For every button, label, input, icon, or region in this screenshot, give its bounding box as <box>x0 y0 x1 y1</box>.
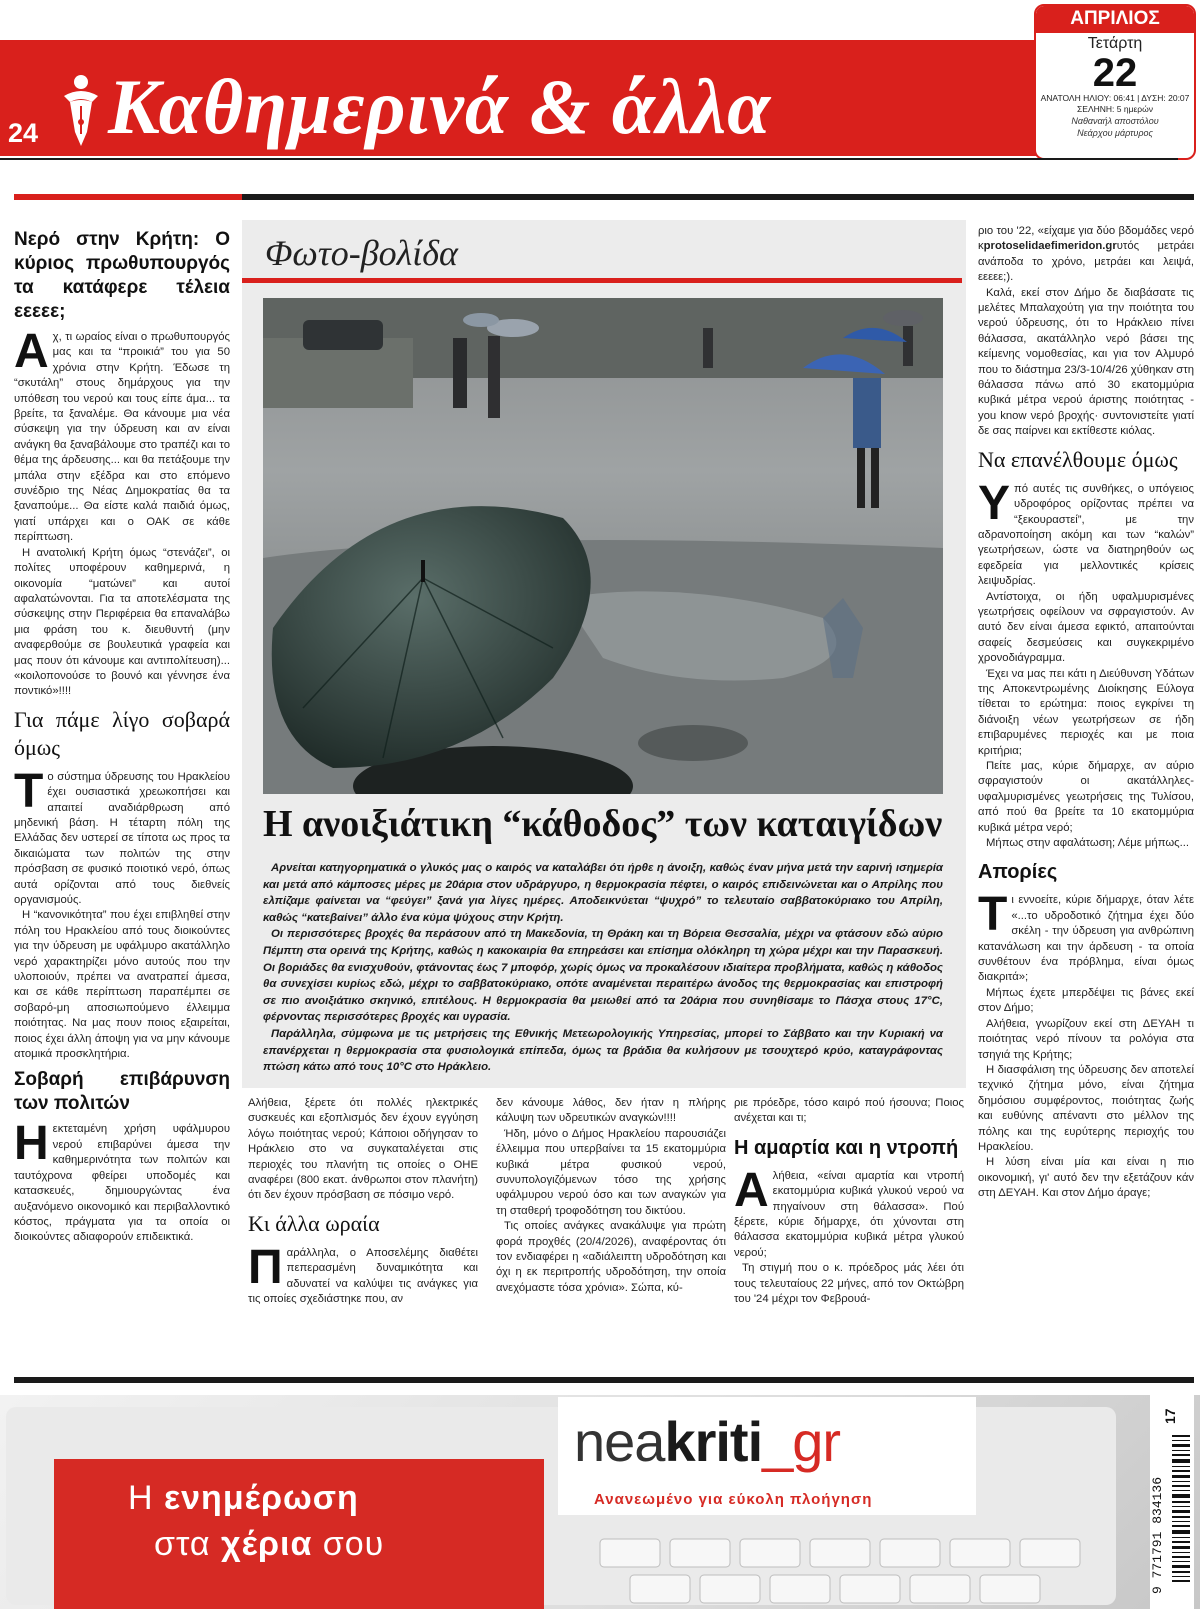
paragraph: πό αυτές τις συνθήκες, ο υπόγειος υδροφόρος ορίζοντας πρέπει να “ξεκουραστεί”, με την αδρανοποίηση ακόμη και των “καλών” γεωτρήσεων, ώστε να διατηρηθούν ως εφεδρεία για μελλοντικές κρίσεις λειψυδρίας. <box>978 482 1194 588</box>
ad-slogan-line-1: Η ενημέρωση <box>128 1479 359 1517</box>
watermark: protoselidaefimeridon.gr <box>983 240 1117 253</box>
paragraph: ι εννοείτε, κύριε δήμαρχε, όταν λέτε «...το υδροδοτικό ζήτημα έχει δύο σκέλη - την ύδρευση για ανθρώπινη κατανάλωση και την άρδευση - τα οποία συνθέτουν ένα πρόβλημα, είναι όμως διακριτά»; <box>978 894 1194 984</box>
paragraph: Μήπως έχετε μπερδέψει τις βάνες εκεί στον Δήμο; <box>978 986 1194 1015</box>
drop-cap: Α <box>14 325 49 378</box>
paragraph: Η “κανονικότητα” που έχει επιβληθεί στην πόλη του Ηρακλείου από τους διοικούντες για την ύδρευση με υφάλμυρο ακατάλληλο νερό χαρακτηρίζει μόνο αυτούς που την υλοποιούν, πρέπει να ανατραπεί άμεσα, και σε κάθε περίπτωση παραπέμπει σε σοβαρό-μη αποσιωπούμενο έλλειμμα ποιότητας. Να μας πουν ποιος εξαιρείται, ποιος έχει άλλη άποψη για να μην κάνουμε ατομικά προσκλητήρια. <box>14 909 230 1061</box>
drop-cap: Τ <box>978 888 1008 942</box>
paragraph: Τη στιγμή που ο κ. πρόεδρος μάς λέει ότι τους τελευταίους 22 μήνες, από τον Οκτώβρη του '24 μέχρι τον Φεβρουά- <box>734 1262 964 1306</box>
lead-paragraph-1: Αρνείται κατηγορηματικά ο γλυκός μας ο καιρός να καταλάβει ότι ήρθε η άνοιξη, καθώς έναν μήνα μετά την εαρινή ισημερία και μετά από κάμποσες μέρες με 20άρια στον υδράργυρο, η θερμοκρασία πέφτει, ο καιρός επιδεινώνεται και ο Απρίλης που ελπίζαμε φαίνεται να “φεύγει” ξανά για λίγες ημέρες. Αποδεικνύεται “ψυχρό” το τελευταίο σαββατοκύριακο του Απρίλη, καθώς “κατεβαίνει” άλλο ένα κύμα ψύχους στην Κρήτη. <box>263 862 943 924</box>
page-number: 24 <box>8 118 39 148</box>
column-b <box>496 1096 726 1364</box>
feature-headline: Η ανοιξιάτικη “κάθοδος” των καταιγίδων <box>263 803 943 845</box>
rainy-street-photo <box>263 298 943 794</box>
paragraph: Η λύση είναι μία και είναι η πιο οικονομική, γι' αυτό δεν την εξετάζουν κάν στη ΔΕΥΑΗ. Και στον Δήμο άραγε; <box>978 1156 1194 1200</box>
drop-cap: Π <box>248 1240 283 1294</box>
column-a-subhead: Κι άλλα ωραία <box>248 1210 380 1236</box>
paragraph: Αλήθεια, ξέρετε ότι πολλές ηλεκτρικές συσκευές και εξοπλισμός δεν έχουν εγγύηση λόγω ποιότητας νερού; Κάποιοι οδήγησαν το Ηράκλειο στο να συγκαταλέγεται στις περιοχές του πλανήτη τις οποίες ο ΟΗΕ αναφέρει (800 εκατ. άνθρωποι στον πλανήτη) ότι δεν έχουν πρόσβαση σε πόσιμο νερό. <box>248 1097 478 1202</box>
paragraph: Ήδη, μόνο ο Δήμος Ηρακλείου παρουσιάζει έλλειμμα που υπερβαίνει τα 15 εκατομμύρια κυβικά μέτρα φυσικού νερού, συνυπολογιζόμενων τόσο της χρήσης υφάλμυρου νερού όσο και των αναγκών για τη σταθερή τροφοδότηση του δικτύου. <box>496 1127 726 1217</box>
section-title: Καθημερινά & άλλα <box>108 63 772 150</box>
lead-paragraph-3: Παράλληλα, σύμφωνα με τις μετρήσεις της Εθνικής Μετεωρολογικής Υπηρεσίας, μπορεί το Σάββατο και την Κυριακή να επανέρχεται η θερμοκρασία στα φυσιολογικά επίπεδα, όμως τα βράδια θα κυλήσουν με τσουχτερό κρύο, καταγράφοντας πτώση κάτω από τους 10°C στο Ηράκλειο. <box>263 1027 943 1074</box>
left-column <box>14 222 230 1362</box>
top-divider <box>0 158 1178 160</box>
bottom-divider <box>14 1377 1194 1383</box>
paragraph: Μήπως στην αφαλάτωση; Λέμε μήπως... <box>986 837 1190 850</box>
drop-cap: Η <box>14 1117 49 1171</box>
drop-cap: Α <box>734 1163 769 1217</box>
column-c-subhead: Η αμαρτία και η ντροπή <box>734 1136 959 1159</box>
paragraph: Αντίστοιχα, οι ήδη υφαλμυρισμένες γεωτρήσεις οφείλουν να σφραγιστούν. Αν αυτό δεν είναι άμεσα εφικτό, απαιτούνται σαφείς δεσμεύσεις και συγκεκριμένο χρονοδιάγραμμα. <box>978 590 1194 665</box>
paragraph: Καλά, εκεί στον Δήμο δε διαβάσατε τις μελέτες Μπαλαχούτη για την ποιότητα του νερού ύδρευσης, ότι το Ηράκλειο πίνει θάλασσα, ακατάλληλο νερό βάσει της κείμενης νομοθεσίας, και για τον Αλμυρό που το διάστημα 23/3-10/4/26 χύθηκαν στη θάλασσα πάνω από 30 εκατομμύρια κυβικά μέτρα νερού άριστης ποιότητας - you know νερό βροχής· συντονιστείτε γιατί δε σας παίρνει και εκτίθεστε κιόλας. <box>978 286 1194 438</box>
right-subhead-1: Να επανέλθουμε όμως <box>978 446 1178 472</box>
keyboard-graphic <box>590 1533 1090 1609</box>
right-column <box>978 224 1194 1364</box>
paragraph: δεν κάνουμε λάθος, δεν ήταν η πλήρης κάλυψη των υδρευτικών αναγκών!!!! <box>496 1097 726 1125</box>
issue-number: 17 <box>1162 1408 1178 1424</box>
left-subhead-1: Για πάμε λίγο σοβαρά όμως <box>14 706 230 760</box>
paragraph: υτός μετράει ανάποδα το χρόνο, μετράει και λειψά, εεεεε;). <box>978 240 1194 284</box>
date-weekday: Τετάρτη <box>1087 35 1143 52</box>
saint-day-2: Νεάρχου μάρτυρος <box>1077 128 1153 138</box>
paragraph: Τις οποίες ανάγκες ανακάλυψε για πρώτη φορά προχθές (20/4/2026), αναφέροντας ότι τον ενδιαφέρει η «αδιάλειπτη υδροδότηση και όχι η εκ περιτροπής υδροδότηση, την οποία ανεχόμαστε τόσα χρόνια». Σώπα, κύ- <box>496 1220 726 1294</box>
paragraph: εκτεταμένη χρήση υφάλμυρου νερού επιβαρύνει άμεσα την καθημερινότητα των πολιτών και ταυτόχρονα φθείρει υποδομές και κατασκευές, δημιουργώντας ένα αυξανόμενο οικονομικό και περιβαλλοντικό κόστος, πράγματα για τα οποία οι διοικούντες αδιαφορούν επιδεικτικά. <box>14 1123 230 1244</box>
date-day: 22 <box>1092 51 1138 95</box>
ad-slogan-line-2: στα χέρια σου <box>154 1525 385 1563</box>
moon-phase: ΣΕΛΗΝΗ: 5 ημερών <box>1077 104 1153 114</box>
pen-nib-logo-icon <box>54 72 108 148</box>
paragraph: ο σύστημα ύδρευσης του Ηρακλείου έχει ουσιαστικά χρεωκοπήσει και απαιτεί αναδιάρθρωση από μηδενική βάση. Η τέταρτη πόλη της Ελλάδας δεν υστερεί σε τίποτα ως προς τα δικαιώματα των πολιτών της στην πρόσβαση σε φυσικό ποιοτικό νερό, όπως αυτά ορίζονται από τους διεθνείς οργανισμούς. <box>14 770 230 906</box>
paragraph: Η ανατολική Κρήτη όμως “στενάζει”, οι πολίτες υποφέρουν καθημερινά, η οικονομία “ματώνει” και αυτοί αφαλατώνονται. Για τα αποτελέσματα της σύσκεψης στην Περιφέρεια θα επαναλάβω μια φράση του κ. διευθυντή (μην αναφερθούμε σε βουλευτικά γραφεία και μας πουν ότι κάνουμε και αντιπολίτευση)... «κοιλοπονούσε το βουνό και γέννησε ένα ποντικό»!!!! <box>14 546 230 698</box>
barcode-number: 9 771791 834136 <box>1150 1476 1165 1594</box>
drop-cap: Υ <box>978 476 1011 530</box>
red-divider <box>14 194 242 200</box>
ad-tagline: Ανανεωμένο για εύκολη πλοήγηση <box>594 1491 873 1508</box>
paragraph: Η διασφάλιση της ύδρευσης δεν αποτελεί τεχνικό ζήτημα μόνο, είναι ζήτημα δημόσιου συμφέροντος, ποιότητας ζωής και ευθύνης απέναντι στο μέλλον της πόλης και της ευρύτερης περιοχής του Ηρακλείου. <box>978 1063 1194 1153</box>
feature-divider <box>242 278 962 283</box>
neakriti-logo: neakriti_gr <box>574 1410 841 1473</box>
date-month: ΑΠΡΙΛΙΟΣ <box>1036 6 1194 33</box>
lead-paragraph-2: Οι περισσότερες βροχές θα περάσουν από τη Μακεδονία, τη Θράκη και τη Βόρεια Θεσσαλία, μέχρι να φτάσουν εδώ αύριο Πέμπτη στα ορεινά της Κρήτης, καθώς η κακοκαιρία θα επηρεάσει και επίσημα ολόκληρη τη χώρα μέχρι και την Παρασκευή. Οι βοριάδες θα ενισχυθούν, φτάνοντας έως 7 μποφόρ, χωρίς όμως να προκαλέσουν ιδιαίτερα προβλήματα, καθώς η κάθοδος θα συνεχίσει κυρίως εδώ, μέχρι το σαββατοκύριακο, οπότε αναμένεται περαιτέρω άνοδος της θερμοκρασίας και επιστροφή σε πιο ανοιξιάτικο σκηνικό, επιτέλους. Η θερμοκρασία θα μειωθεί από τα 20άρια που συνηθίσαμε το Πάσχα στους 17°C, φέρνοντας περισσότερες βροχές και υγρασία. <box>263 928 943 1024</box>
paragraph: ριο του '22, «είχαμε για δύο βδομάδες νερό κ <box>978 225 1194 253</box>
drop-cap: Τ <box>14 764 44 818</box>
black-divider <box>242 194 1194 200</box>
feature-lead <box>263 860 943 1076</box>
saint-day-1: Ναθαναήλ αποστόλου <box>1071 116 1159 126</box>
left-subhead-2: Σοβαρή επιβάρυνση των πολιτών <box>14 1069 230 1115</box>
paragraph: Πείτε μας, κύριε δήμαρχε, αν αύριο σφραγιστούν οι ακατάλληλες-υφαλμυρισμένες γεωτρήσεις της Τυλίσου, από πού θα βρείτε τα 10 εκατομμύρια κυβικά μέτρα νερό; <box>978 760 1194 834</box>
left-headline: Νερό στην Κρήτη: Ο κύριος πρωθυπουργός τα κατάφερε τέλεια εεεεε; <box>14 229 230 322</box>
feature-tag: Φωτο-βολίδα <box>265 233 458 273</box>
neakriti-advertisement[interactable] <box>0 1395 1200 1609</box>
paragraph: αράλληλα, ο Αποσελέμης διαθέτει πεπερασμένη δυναμικότητα και αδυνατεί να καλύψει τις ανάγκες για τις οποίες σχεδιάστηκε που, αν <box>248 1246 478 1306</box>
paragraph: ριε πρόεδρε, τόσο καιρό πού ήσουνα; Ποιος ανέχεται και τι; <box>734 1097 964 1125</box>
column-c <box>734 1096 964 1364</box>
date-box <box>1034 4 1196 160</box>
sunrise-sunset: ΑΝΑΤΟΛΗ ΗΛΙΟΥ: 06:41 | ΔΥΣΗ: 20:07 <box>1040 93 1190 103</box>
paragraph: λήθεια, «είναι αμαρτία και ντροπή εκατομμύρια κυβικά γλυκού νερού να πηγαίνουν στη θάλασσα». Πού ξέρετε, κύριε δήμαρχε, ότι χύνονται στη θάλασσα εκατομμύρια κυβικά μέτρα γλυκού νερού; <box>734 1169 964 1259</box>
paragraph: Έχει να μας πει κάτι η Διεύθυνση Υδάτων της Αποκεντρωμένης Διοίκησης Εύλογα τίθεται το ερώτημα: ποιος εγκρίνει τη διάνοιξη νέων γεωτρήσεων σε ήδη επιβαρυμένες περιοχές και με ποια κριτήρια; <box>978 667 1194 757</box>
paragraph: χ, τι ωραίος είναι ο πρωθυπουργός μας και τα “προικιά” του για 50 χρόνια στην Κρήτη. Έδωσε τη “σκυτάλη” στους δημάρχους για την υπόθεση του νερού και τους είπε άμα... τα βρείτε, τα ξαναλέμε. Θα κάνουμε μια νέα σύσκεψη για την ύδρευση και αν είναι ανάγκη θα ξαναβάλουμε στο τραπέζι και το θέμα της άρδευσης... και θα πετάξουμε την μπάλα στην εξέδρα και στο επόμενο συνέδριο της Νέας Δημοκρατίας θα τα ξαναπούμε... Θα είστε καλά παιδιά όμως, γιατί υπάρχει και ο ΟΑΚ σε κάθε περίπτωση. <box>14 331 230 544</box>
column-a <box>248 1096 478 1364</box>
paragraph: Αλήθεια, γνωρίζουν εκεί στη ΔΕΥΑΗ τι ποιότητας νερό πίνουν τα ρολόγια στα τσηγιά της Κρήτης; <box>978 1017 1194 1061</box>
right-subhead-2: Απορίες <box>978 861 1058 884</box>
